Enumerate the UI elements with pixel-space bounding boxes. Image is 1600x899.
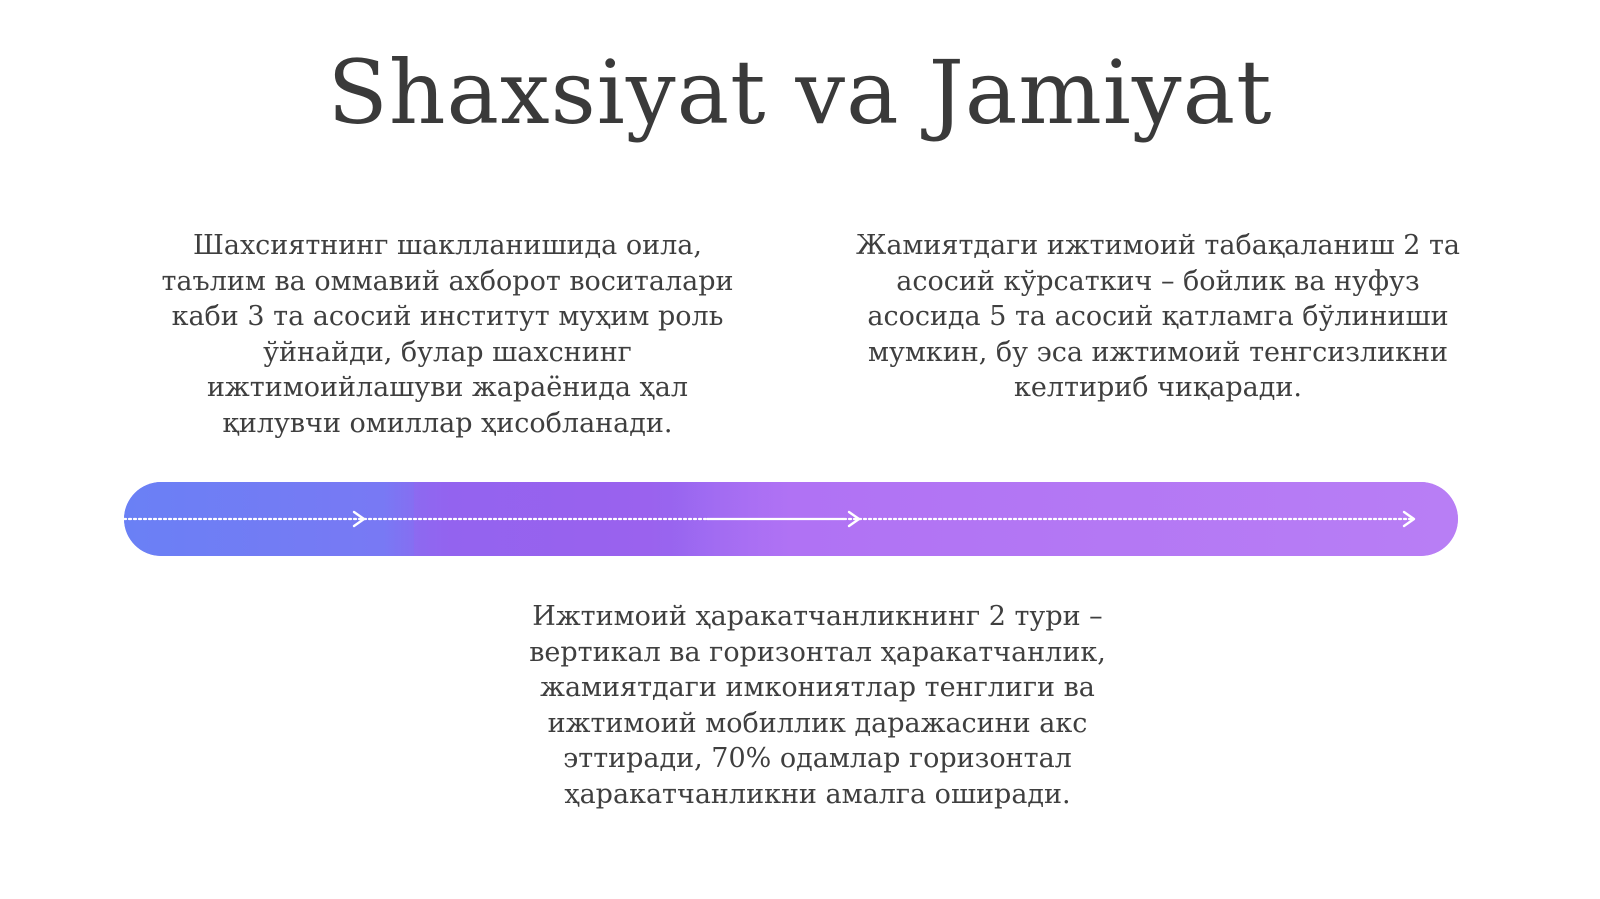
timeline-bar [124,482,1458,556]
text-block-left: Шахсиятнинг шаклланишида оила, таълим ва оммавий ахборот воситалари каби 3 та асосий институт муҳим роль ўйнайди, булар шахснинг ижтимоийлашуви жараёнида ҳал қилувчи омиллар ҳисобланади. [161,230,734,439]
text-block-right: Жамиятдаги ижтимоий табақаланиш 2 та асосий кўрсаткич – бойлик ва нуфуз асосида 5 та асосий қатламга бўлиниши мумкин, бу эса ижтимоий тенгсизликни келтириб чиқаради. [855,230,1460,403]
slide-title: Shaxsiyat va Jamiyat [327,41,1273,144]
timeline-arrows [124,482,1458,556]
text-block-bottom: Ижтимоий ҳаракатчанликнинг 2 тури – вертикал ва горизонтал ҳаракатчанлик, жамиятдаги имкониятлар тенглиги ва ижтимоий мобиллик даражасини акс эттиради, 70% одамлар горизонтал ҳаракатчанликни амалга оширади. [529,601,1106,810]
